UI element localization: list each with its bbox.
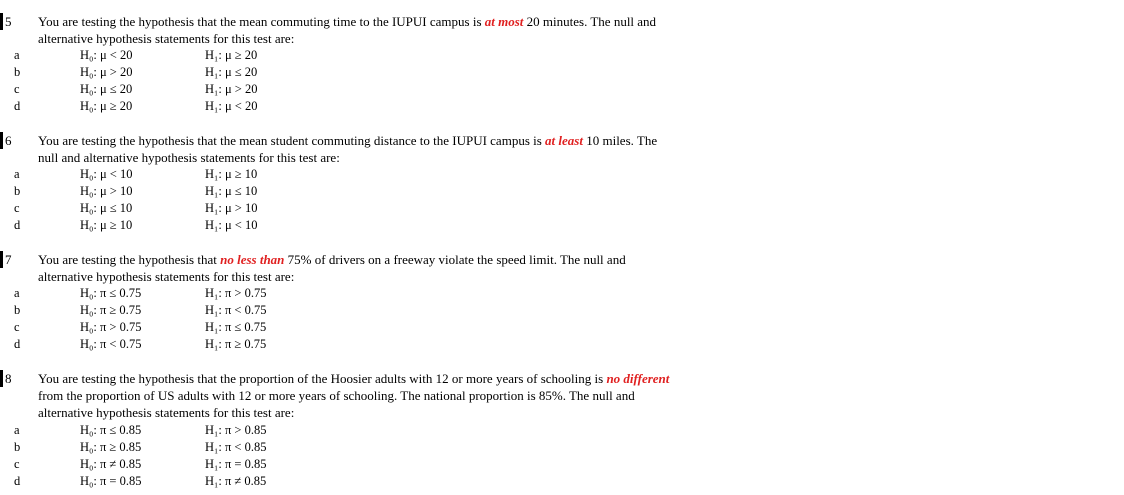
question-6 xyxy=(0,132,1124,237)
option-b[interactable] xyxy=(0,183,700,200)
question-marker-bar xyxy=(0,132,3,149)
null-hypothesis: H₀: π ≠ 0.85 xyxy=(80,457,142,471)
option-c[interactable] xyxy=(0,456,700,473)
null-hypothesis: H₀: μ > 20 xyxy=(80,65,133,79)
question-stem xyxy=(38,13,678,47)
emphasis-text: at most xyxy=(484,14,524,29)
question-stem xyxy=(38,370,678,421)
null-hypothesis: H₀: μ ≥ 20 xyxy=(80,99,133,113)
option-letter: b xyxy=(14,65,21,79)
alternative-hypothesis: H₁: π ≤ 0.75 xyxy=(205,320,267,334)
alternative-hypothesis: H₁: μ ≤ 10 xyxy=(205,184,258,198)
option-c[interactable] xyxy=(0,319,700,336)
option-c[interactable] xyxy=(0,81,700,98)
question-number: 6 xyxy=(5,133,12,148)
alternative-hypothesis: H₁: π = 0.85 xyxy=(205,457,267,471)
question-marker-bar xyxy=(0,370,3,387)
emphasis-text: no less than xyxy=(220,252,285,267)
question-number: 8 xyxy=(5,371,12,386)
alternative-hypothesis: H₁: μ < 20 xyxy=(205,99,258,113)
stem-text: You are testing the hypothesis that the mean commuting time to the IUPUI campus is xyxy=(38,14,485,29)
alternative-hypothesis: H₁: μ > 10 xyxy=(205,201,258,215)
alternative-hypothesis: H₁: μ ≥ 10 xyxy=(205,167,258,181)
null-hypothesis: H₀: π < 0.75 xyxy=(80,337,142,351)
alternative-hypothesis: H₁: π < 0.85 xyxy=(205,440,267,454)
option-letter: a xyxy=(14,423,20,437)
option-letter: c xyxy=(14,457,20,471)
stem-text: You are testing the hypothesis that the proportion of the Hoosier adults with 12 or more years of schooling is xyxy=(38,371,607,386)
question-7 xyxy=(0,251,1124,356)
question-5 xyxy=(0,13,1124,118)
null-hypothesis: H₀: π ≤ 0.75 xyxy=(80,286,142,300)
null-hypothesis: H₀: μ < 10 xyxy=(80,167,133,181)
option-a[interactable] xyxy=(0,47,700,64)
null-hypothesis: H₀: π > 0.75 xyxy=(80,320,142,334)
question-marker-bar xyxy=(0,13,3,30)
null-hypothesis: H₀: π = 0.85 xyxy=(80,474,142,488)
option-letter: d xyxy=(14,99,21,113)
null-hypothesis: H₀: μ < 20 xyxy=(80,48,133,62)
null-hypothesis: H₀: μ > 10 xyxy=(80,184,133,198)
option-letter: a xyxy=(14,286,20,300)
alternative-hypothesis: H₁: μ ≥ 20 xyxy=(205,48,258,62)
option-c[interactable] xyxy=(0,200,700,217)
stem-text: You are testing the hypothesis that the mean student commuting distance to the IUPUI campus is xyxy=(38,133,546,148)
option-letter: a xyxy=(14,48,20,62)
option-letter: b xyxy=(14,303,21,317)
option-letter: d xyxy=(14,337,21,351)
option-d[interactable] xyxy=(0,473,700,490)
option-d[interactable] xyxy=(0,217,700,234)
alternative-hypothesis: H₁: π > 0.75 xyxy=(205,286,267,300)
stem-text: 75% of drivers on a freeway violate the speed limit. The null and alternative hypothesis statements for this test are: xyxy=(38,252,626,284)
alternative-hypothesis: H₁: μ > 20 xyxy=(205,82,258,96)
option-letter: c xyxy=(14,201,20,215)
option-d[interactable] xyxy=(0,336,700,353)
null-hypothesis: H₀: π ≤ 0.85 xyxy=(80,423,142,437)
option-letter: d xyxy=(14,474,21,488)
alternative-hypothesis: H₁: π < 0.75 xyxy=(205,303,267,317)
null-hypothesis: H₀: μ ≥ 10 xyxy=(80,218,133,232)
alternative-hypothesis: H₁: μ < 10 xyxy=(205,218,258,232)
option-a[interactable] xyxy=(0,285,700,302)
alternative-hypothesis: H₁: π > 0.85 xyxy=(205,423,267,437)
alternative-hypothesis: H₁: μ ≤ 20 xyxy=(205,65,258,79)
option-a[interactable] xyxy=(0,166,700,183)
question-marker-bar xyxy=(0,251,3,268)
option-a[interactable] xyxy=(0,422,700,439)
question-number: 5 xyxy=(5,14,12,29)
question-8 xyxy=(0,370,1124,492)
alternative-hypothesis: H₁: π ≠ 0.85 xyxy=(205,474,267,488)
question-stem xyxy=(38,251,678,285)
emphasis-text: no different xyxy=(606,371,670,386)
option-d[interactable] xyxy=(0,98,700,115)
option-letter: d xyxy=(14,218,21,232)
null-hypothesis: H₀: π ≥ 0.75 xyxy=(80,303,142,317)
option-letter: a xyxy=(14,167,20,181)
option-letter: c xyxy=(14,82,20,96)
option-b[interactable] xyxy=(0,439,700,456)
option-b[interactable] xyxy=(0,302,700,319)
emphasis-text: at least xyxy=(545,133,583,148)
option-letter: b xyxy=(14,440,21,454)
question-stem xyxy=(38,132,678,166)
alternative-hypothesis: H₁: π ≥ 0.75 xyxy=(205,337,267,351)
option-letter: c xyxy=(14,320,20,334)
stem-text: from the proportion of US adults with 12 or more years of schooling. The national proportion is 85%. The null and alternative hypothesis statements for this test are: xyxy=(38,388,635,420)
question-number: 7 xyxy=(5,252,12,267)
stem-text: 10 miles. The null and alternative hypothesis statements for this test are: xyxy=(38,133,658,165)
stem-text: You are testing the hypothesis that xyxy=(38,252,221,267)
null-hypothesis: H₀: π ≥ 0.85 xyxy=(80,440,142,454)
stem-text: 20 minutes. The null and alternative hypothesis statements for this test are: xyxy=(38,14,657,46)
option-letter: b xyxy=(14,184,21,198)
null-hypothesis: H₀: μ ≤ 20 xyxy=(80,82,133,96)
option-b[interactable] xyxy=(0,64,700,81)
null-hypothesis: H₀: μ ≤ 10 xyxy=(80,201,133,215)
